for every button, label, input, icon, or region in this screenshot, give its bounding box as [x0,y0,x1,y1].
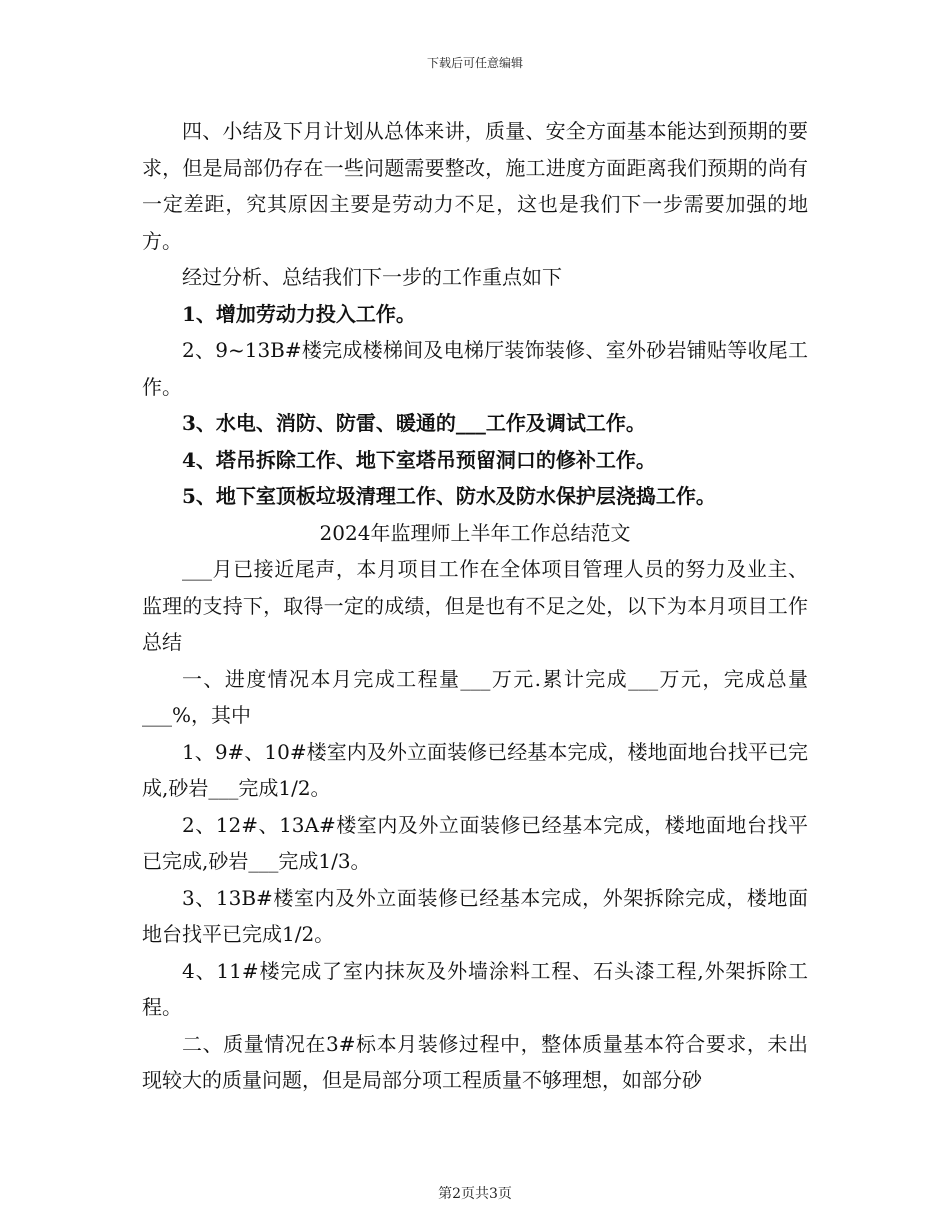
list-item-3: 3、水电、消防、防雷、暖通的___工作及调试工作。 [182,411,646,435]
paragraph-summary: 四、小结及下月计划从总体来讲，质量、安全方面基本能达到预期的要求，但是局部仍存在一些问题需要整改，施工进度方面距离我们预期的尚有一定差距，究其原因主要是劳动力不足，这也是我们下一步需要加强的地方。 [142,119,808,253]
progress-item-4: 4、11#楼完成了室内抹灰及外墙涂料工程、石头漆工程,外架拆除工程。 [142,958,808,1019]
list-item-1: 1、增加劳动力投入工作。 [182,301,416,326]
progress-item-1: 1、9#、10#楼室内及外立面装修已经基本完成，楼地面地台找平已完成,砂岩___完成1/2。 [142,739,808,800]
paragraph-analysis: 经过分析、总结我们下一步的工作重点如下 [182,265,562,289]
progress-item-2: 2、12#、13A#楼室内及外立面装修已经基本完成，楼地面地台找平已完成,砂岩___完成1/3。 [142,812,808,873]
list-item-5: 5、地下室顶板垃圾清理工作、防水及防水保护层浇捣工作。 [182,484,716,508]
list-item-4: 4、塔吊拆除工作、地下室塔吊预留洞口的修补工作。 [182,447,656,472]
paragraph-progress: 一、进度情况本月完成工程量___万元.累计完成___万元，完成总量___%，其中 [142,666,808,727]
page-header: 下载后可任意编辑 [426,56,523,70]
paragraph-intro: ___月已接近尾声，本月项目工作在全体项目管理人员的努力及业主、监理的支持下，取得一定的成绩，但是也有不足之处，以下为本月项目工作总结 [142,557,808,654]
progress-item-3: 3、13B#楼室内及外立面装修已经基本完成，外架拆除完成，楼地面地台找平已完成1/2。 [142,885,808,946]
list-item-2: 2、9~13B#楼完成楼梯间及电梯厅装饰装修、室外砂岩铺贴等收尾工作。 [142,338,808,399]
document-body [142,113,808,1099]
page-footer: 第2页共3页 [438,1186,512,1202]
section-title: 2024年监理师上半年工作总结范文 [319,520,631,545]
paragraph-quality: 二、质量情况在3#标本月装修过程中，整体质量基本符合要求，未出现较大的质量问题，但是局部分项工程质量不够理想，如部分砂 [142,1031,808,1092]
